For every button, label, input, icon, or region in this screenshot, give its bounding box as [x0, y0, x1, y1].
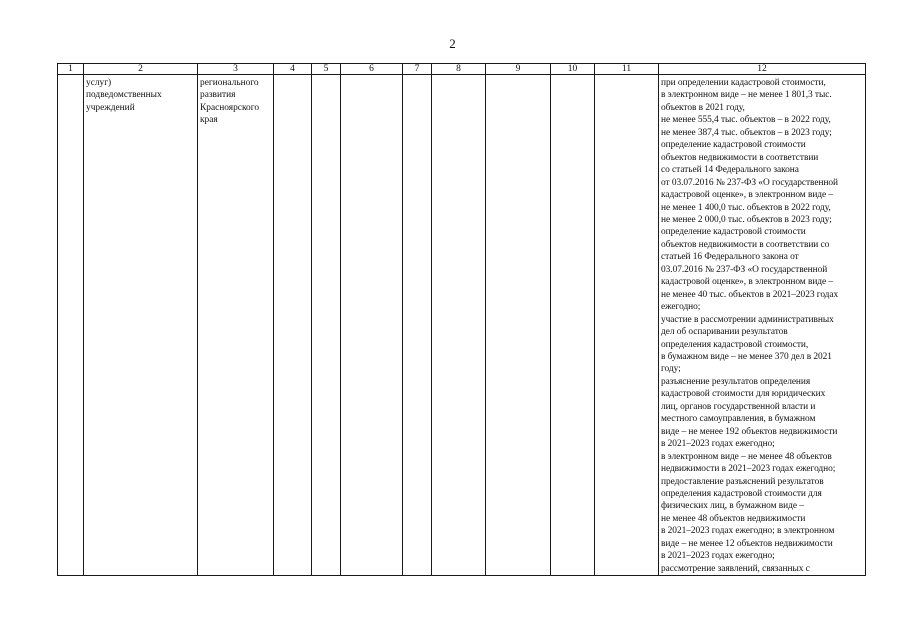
- text-line: учреждений: [86, 102, 135, 113]
- text-line: определение кадастровой стоимости: [661, 140, 806, 151]
- cell-col2: [84, 75, 198, 576]
- text-line: объектов недвижимости в соответствии со: [661, 239, 830, 250]
- text-line: разъяснение результатов определения: [661, 376, 811, 387]
- cell-col6: [341, 75, 403, 576]
- text-line: не менее 555,4 тыс. объектов – в 2022 году,: [661, 115, 831, 126]
- column-header: 10: [551, 64, 595, 75]
- text-line: в 2021–2023 годах ежегодно;: [661, 551, 775, 562]
- text-line: со статьей 14 Федерального закона: [661, 165, 799, 176]
- text-line: при определении кадастровой стоимости,: [661, 78, 826, 88]
- text-line: в электронном виде – не менее 48 объектов: [661, 451, 832, 462]
- column-header: 9: [486, 64, 551, 75]
- column-header: 4: [274, 64, 312, 75]
- cell-col1: [58, 75, 84, 576]
- text-line: лиц, органов государственной власти и: [661, 401, 816, 412]
- text-line: ежегодно;: [661, 302, 701, 313]
- text-line: определение кадастровой стоимости: [661, 227, 806, 238]
- column-header: 1: [58, 64, 84, 75]
- text-line: не менее 387,4 тыс. объектов – в 2023 году;: [661, 127, 832, 138]
- column-header: 12: [659, 64, 866, 75]
- text-line: рассмотрение заявлений, связанных с: [661, 563, 810, 574]
- text-line: не менее 2 000,0 тыс. объектов в 2023 году;: [661, 214, 832, 225]
- text-line: кадастровой оценке», в электронном виде –: [661, 277, 834, 288]
- text-line: кадастровой оценке», в электронном виде –: [661, 190, 834, 201]
- column-header: 2: [84, 64, 198, 75]
- text-line: дел об оспаривании результатов: [661, 327, 788, 338]
- text-line: регионального: [200, 78, 259, 88]
- text-line: предоставление разъяснений результатов: [661, 476, 824, 487]
- text-line: недвижимости в 2021–2023 годах ежегодно;: [661, 464, 836, 475]
- document-table: [57, 63, 866, 576]
- text-line: местного самоуправления, в бумажном: [661, 414, 816, 425]
- cell-col10: [551, 75, 595, 576]
- text-line: Красноярского: [200, 102, 260, 113]
- cell-col3: [198, 75, 274, 576]
- page-number: 2: [449, 36, 456, 51]
- column-header: 8: [432, 64, 486, 75]
- text-line: виде – не менее 12 объектов недвижимости: [661, 538, 833, 549]
- text-line: объектов в 2021 году,: [661, 102, 745, 113]
- column-header: 3: [198, 64, 274, 75]
- text-line: услуг): [86, 78, 112, 88]
- text-line: участие в рассмотрении административных: [661, 314, 834, 325]
- text-line: в 2021–2023 годах ежегодно;: [661, 439, 775, 450]
- text-line: в 2021–2023 годах ежегодно; в электронном: [661, 526, 835, 537]
- column-header: 7: [403, 64, 432, 75]
- text-line: не менее 48 объектов недвижимости: [661, 513, 806, 524]
- cell-col9: [486, 75, 551, 576]
- text-line: в бумажном виде – не менее 370 дел в 2021: [661, 351, 832, 362]
- cell-col4: [274, 75, 312, 576]
- text-line: развития: [200, 90, 236, 101]
- column-header: 11: [595, 64, 659, 75]
- text-line: не менее 40 тыс. объектов в 2021–2023 годах: [661, 289, 839, 300]
- text-line: физических лиц, в бумажном виде –: [661, 501, 804, 512]
- cell-col11: [595, 75, 659, 576]
- text-line: подведомственных: [86, 90, 162, 101]
- cell-col5: [312, 75, 341, 576]
- cell-col7: [403, 75, 432, 576]
- column-header: 5: [312, 64, 341, 75]
- table-row: [58, 75, 866, 576]
- text-line: году;: [661, 364, 681, 375]
- text-line: определения кадастровой стоимости,: [661, 339, 809, 350]
- text-line: виде – не менее 192 объектов недвижимости: [661, 426, 838, 437]
- text-line: статьей 16 Федерального закона от: [661, 252, 799, 263]
- text-line: от 03.07.2016 № 237-ФЗ «О государственной: [661, 177, 839, 188]
- column-header: 6: [341, 64, 403, 75]
- text-line: не менее 1 400,0 тыс. объектов в 2022 году,: [661, 202, 831, 213]
- cell-col8: [432, 75, 486, 576]
- text-line: кадастровой стоимости для юридических: [661, 389, 826, 400]
- header-row: [58, 64, 866, 75]
- text-line: в электронном виде – не менее 1 801,3 тыс.: [661, 90, 832, 101]
- text-line: объектов недвижимости в соответствии: [661, 152, 819, 163]
- text-line: 03.07.2016 № 237-ФЗ «О государственной: [661, 264, 828, 275]
- text-line: края: [200, 115, 218, 126]
- cell-col12: [659, 75, 866, 576]
- text-line: определения кадастровой стоимости для: [661, 488, 822, 499]
